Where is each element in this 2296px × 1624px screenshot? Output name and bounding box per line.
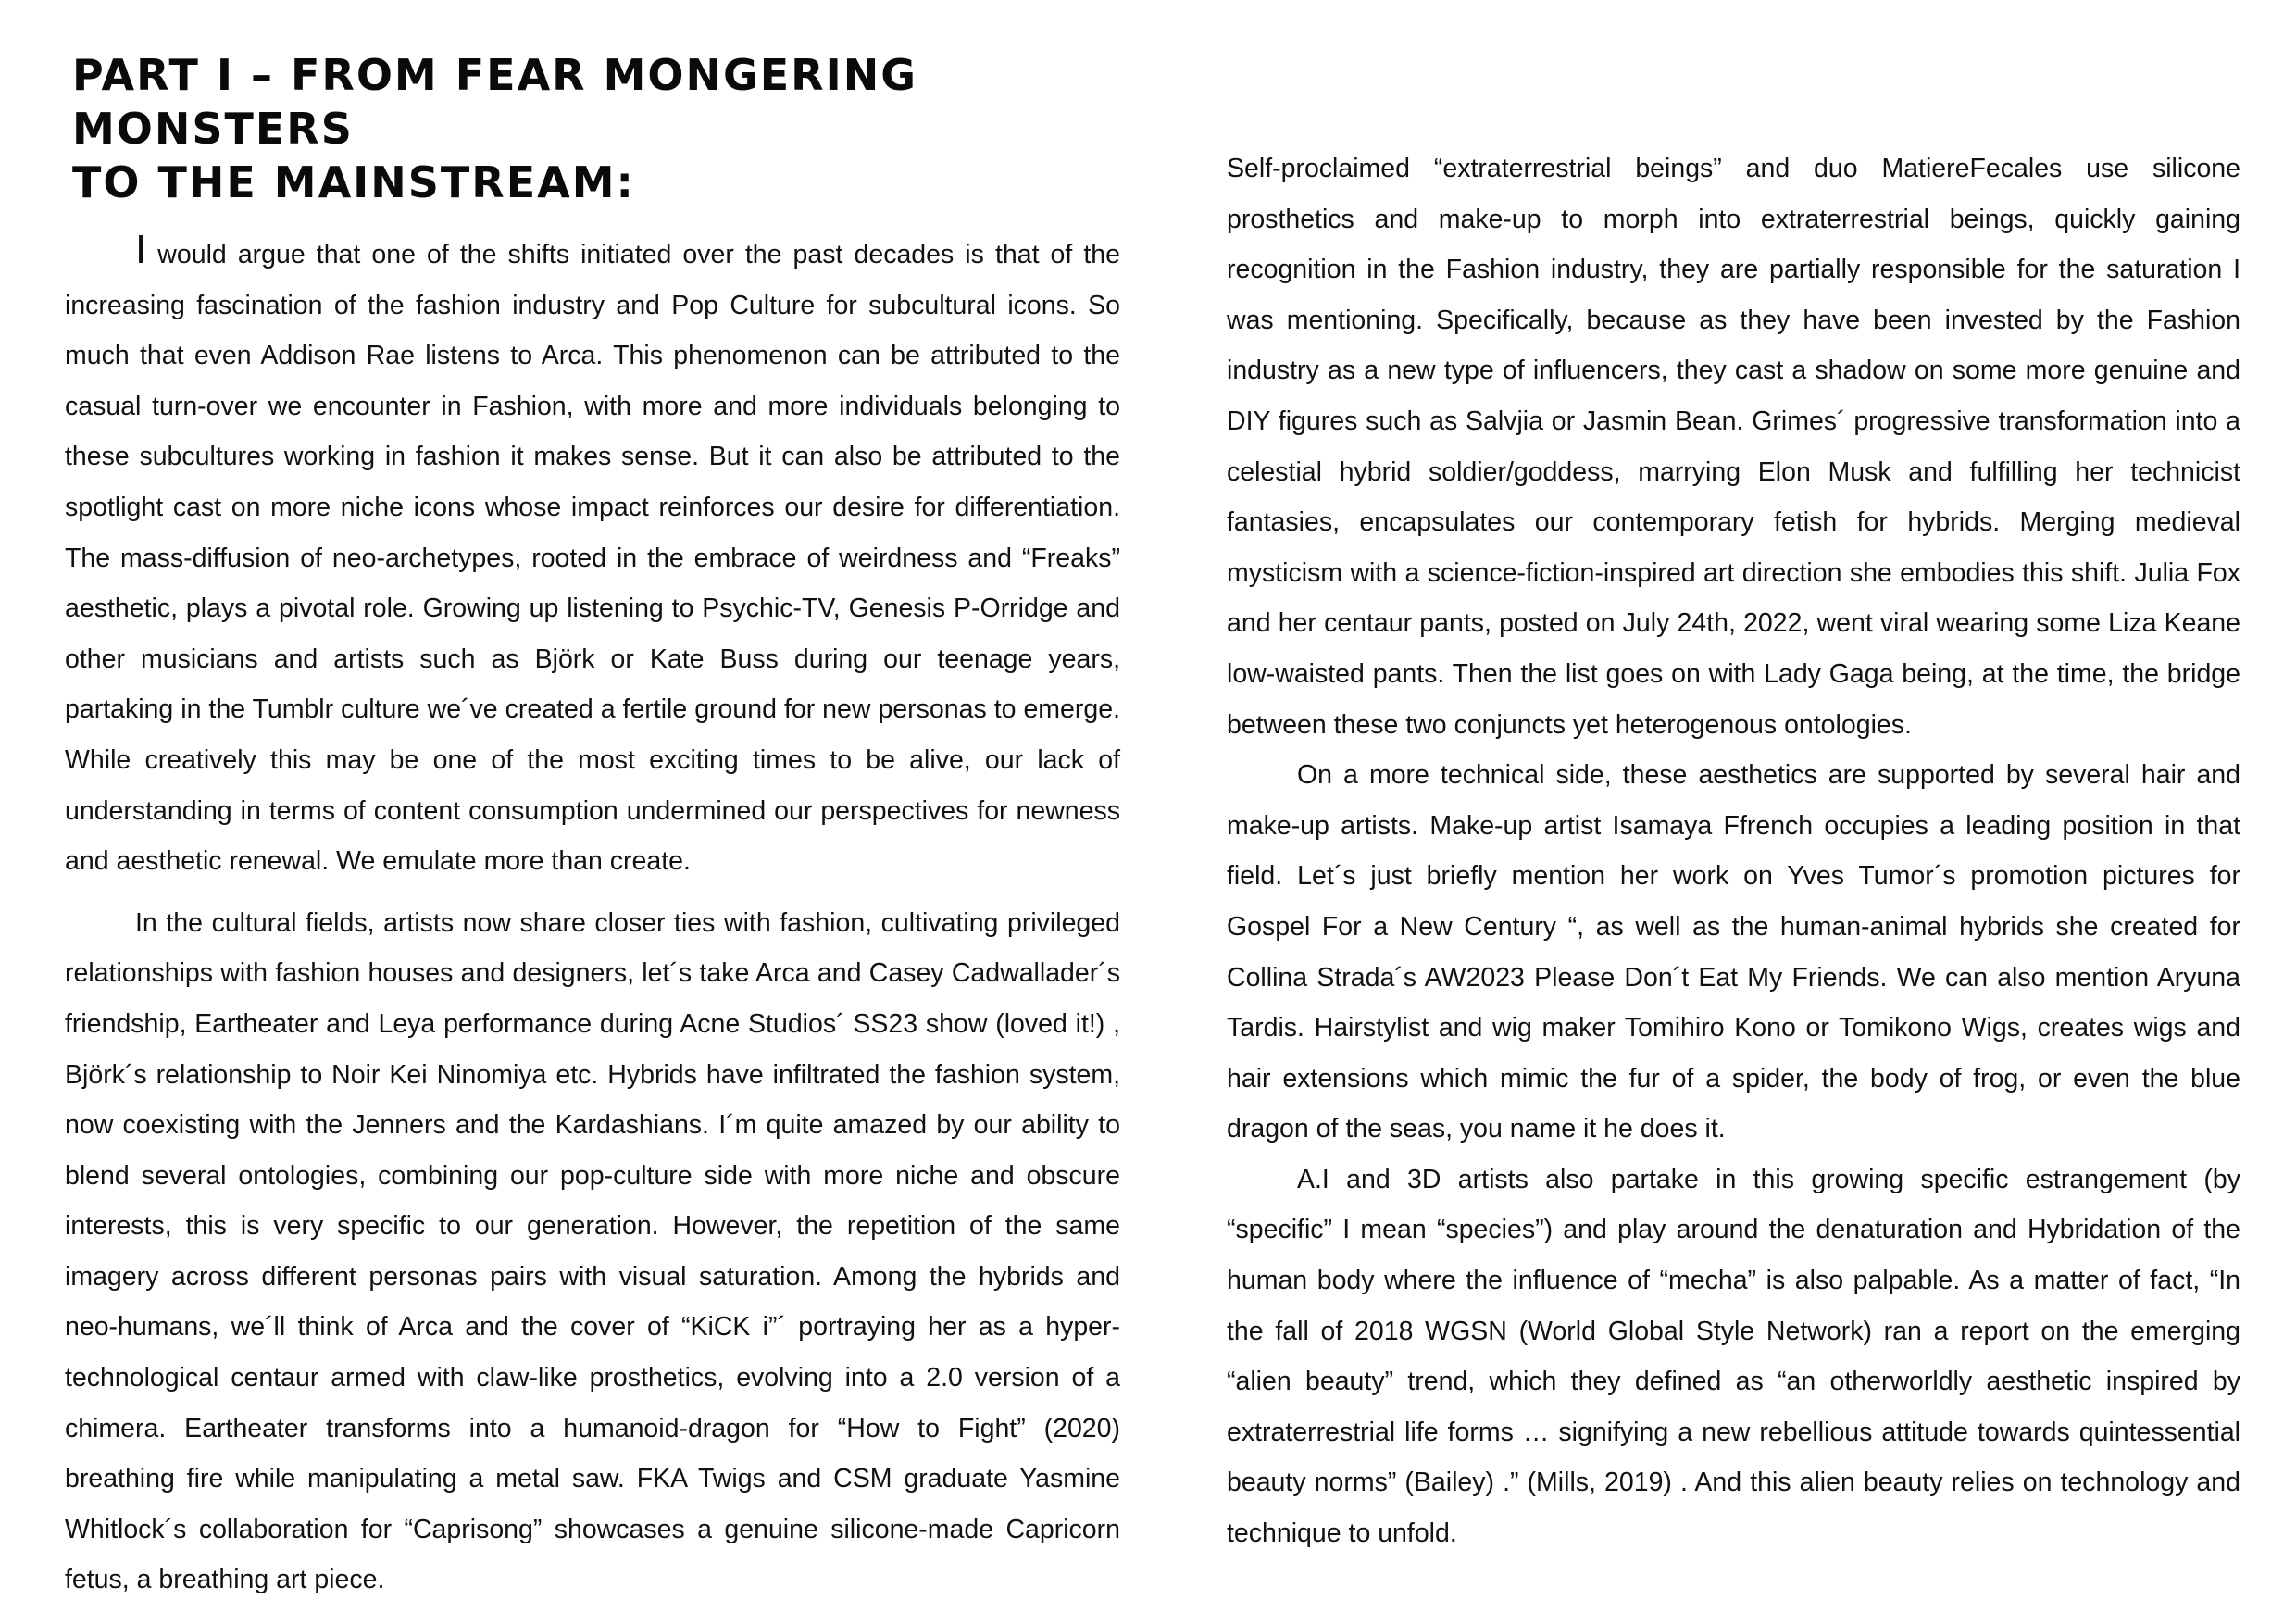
heading-line-1: PART I – FROM FEAR MONGERING MONSTERS — [72, 50, 917, 154]
drop-cap: I — [135, 227, 147, 272]
heading-line-2: TO THE MAINSTREAM: — [72, 157, 635, 207]
right-paragraph-3: A.I and 3D artists also partake in this growing specific estrangement (by “specific” I mean “species”) and play around the denaturation and Hybridation of the human body where the influence of “mecha” is also palpable. As a matter of fact, “In the fall of 2018 WGSN (World Global Style Network) ran a report on the emerging “alien beauty” trend, which they defined as “an otherworldly aesthetic inspired by extraterrestrial life forms … signifying a new rebellious attitude towards quintessential beauty norms” (Bailey) .” (Mills, 2019) . And this alien beauty relies on technology and technique to unfold. — [1227, 1164, 2240, 1549]
section-heading — [72, 48, 1120, 209]
left-paragraph-2: In the cultural fields, artists now share closer ties with fashion, cultivating privileged relationships with fashion houses and designers, let´s take Arca and Casey Cadwallader´s friendship, Eartheater and Leya performance during Acne Studios´ SS23 show (loved it!) , Björk´s relationship to Noir Kei Ninomiya etc. Hybrids have infiltrated the fashion system, now coexisting with the Jenners and the Kardashians. I´m quite amazed by our ability to blend several ontologies, combining our pop-culture side with more niche and obscure interests, this is very specific to our generation. However, the repetition of the same imagery across different personas pairs with visual saturation. Among the hybrids and neo-humans, we´ll think of Arca and the cover of “KiCK i”´ portraying her as a hyper-technological centaur armed with claw-like prosthetics, evolving into a 2.0 version of a chimera. Eartheater transforms into a humanoid-dragon for “How to Fight” (2020) breathing fire while manipulating a metal saw. FKA Twigs and CSM graduate Yasmine Whitlock´s collaboration for “Caprisong” showcases a genuine silicone-made Capricorn fetus, a breathing art piece. — [65, 907, 1120, 1595]
right-paragraph-1: Self-proclaimed “extraterrestrial beings” and duo MatiereFecales use silicone prosthetics and make-up to morph into extraterrestrial beings, quickly gaining recognition in the Fashion industry, they are partially responsible for the saturation I was mentioning. Specifically, because as they have been invested by the Fashion industry as a new type of influencers, they cast a shadow on some more genuine and DIY figures such as Salvjia or Jasmin Bean. Grimes´ progressive transformation into a celestial hybrid soldier/goddess, marrying Elon Musk and fulfilling her technicist fantasies, encapsulates our contemporary fetish for hybrids. Merging medieval mysticism with a science-fiction-inspired art direction she embodies this shift. Julia Fox and her centaur pants, posted on July 24th, 2022, went viral wearing some Liza Keane low-waisted pants. Then the list goes on with Lady Gaga being, at the time, the bridge between these two conjuncts yet heterogenous ontologies. — [1227, 154, 2240, 740]
left-page — [65, 48, 1120, 1605]
left-paragraph-1 — [65, 227, 1120, 887]
right-page — [1227, 144, 2240, 1559]
left-paragraph-1-text: would argue that one of the shifts initiated over the past decades is that of the increasing fascination of the fashion industry and Pop Culture for subcultural icons. So much that even Addison Rae listens to Arca. This phenomenon can be attributed to the casual turn-over we encounter in Fashion, with more and more individuals belonging to these subcultures working in fashion it makes sense. But it can also be attributed to the spotlight cast on more niche icons whose impact reinforces our desire for differentiation. The mass-diffusion of neo-archetypes, rooted in the embrace of weirdness and “Freaks” aesthetic, plays a pivotal role. Growing up listening to Psychic-TV, Genesis P-Orridge and other musicians and artists such as Björk or Kate Buss during our teenage years, partaking in the Tumblr culture we´ve created a fertile ground for new personas to emerge. While creatively this may be one of the most exciting times to be alive, our lack of understanding in terms of content consumption undermined our perspectives for newness and aesthetic renewal. We emulate more than create. — [65, 240, 1120, 877]
right-paragraph-2: On a more technical side, these aesthetics are supported by several hair and make-up artists. Make-up artist Isamaya Ffrench occupies a leading position in that field. Let´s just briefly mention her work on Yves Tumor´s promotion pictures for Gospel For a New Century “, as well as the human-animal hybrids she created for Collina Strada´s AW2023 Please Don´t Eat My Friends. We can also mention Aryuna Tardis. Hairstylist and wig maker Tomihiro Kono or Tomikono Wigs, creates wigs and hair extensions which mimic the fur of a spider, the body of frog, or even the blue dragon of the seas, you name it he does it. — [1227, 760, 2240, 1144]
